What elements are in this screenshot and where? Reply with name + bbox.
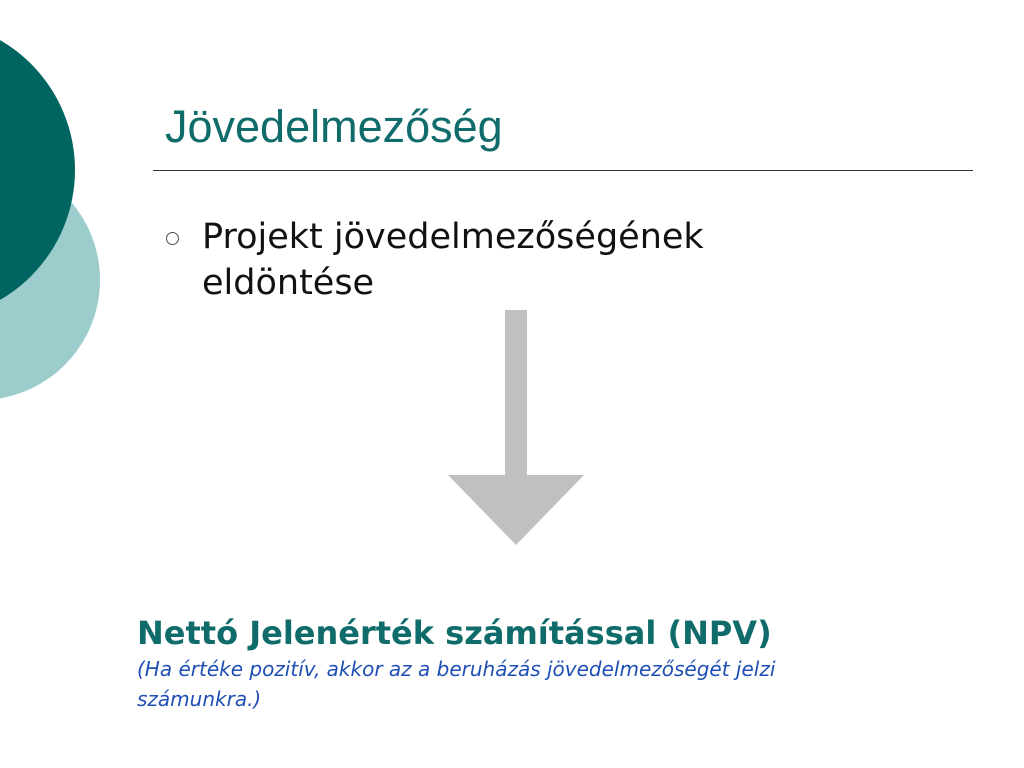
npv-note: (Ha értéke pozitív, akkor az a beruházás jövedelmezőségét jelzi számunkra.) bbox=[137, 657, 776, 711]
title-divider bbox=[153, 170, 973, 171]
npv-block bbox=[137, 612, 937, 714]
slide-title: Jövedelmezőség bbox=[165, 101, 503, 152]
bullet-text: Projekt jövedelmezőségének eldöntése bbox=[202, 217, 704, 303]
down-arrow-icon bbox=[446, 310, 586, 548]
npv-heading: Nettó Jelenérték számítással (NPV) bbox=[137, 614, 772, 652]
hollow-circle-bullet-icon bbox=[166, 232, 179, 245]
